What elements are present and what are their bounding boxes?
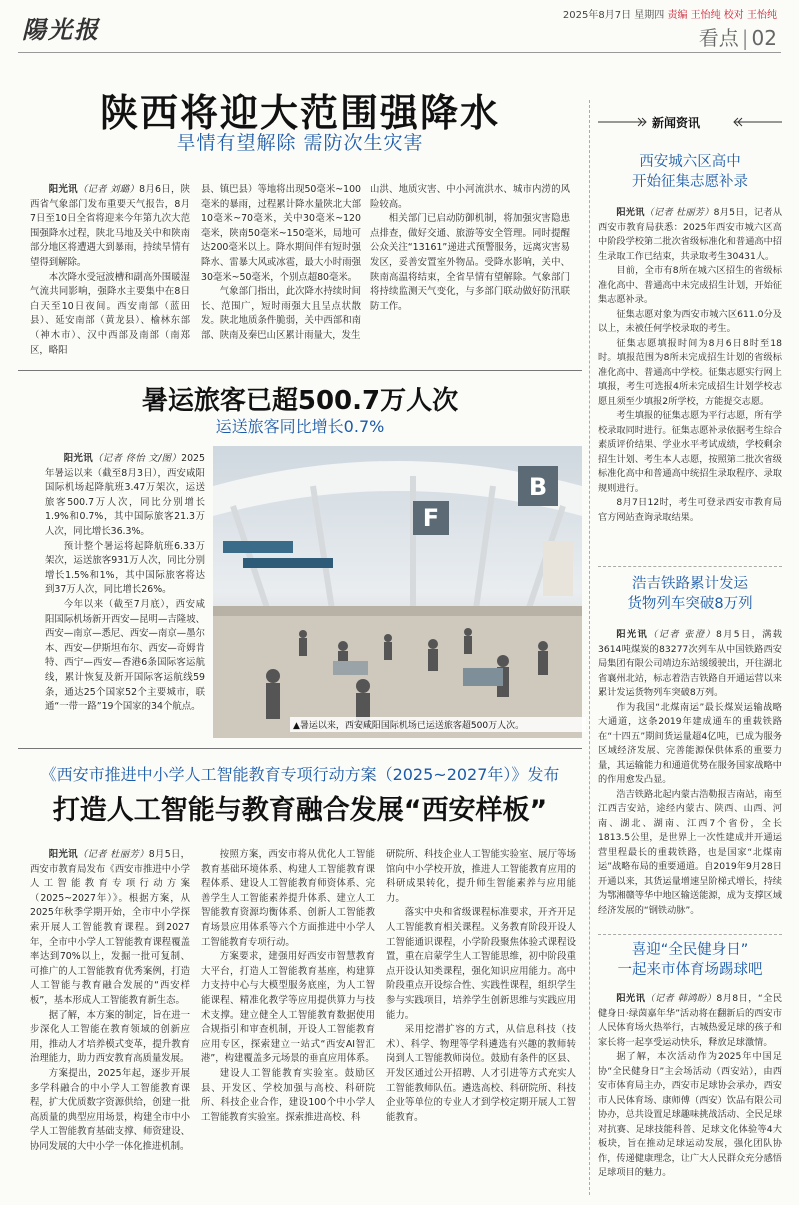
paragraph: 8月5日，满载3614吨煤炭的83277次列车从中国铁路西安局集团有限公司靖边东站缓缓驶出，开往湖北省襄州北站，标志着浩吉铁路自开通运营以来累计发运货物列车突破8万列。 — [598, 629, 782, 698]
section-label: 看点 | 02 — [698, 26, 777, 50]
paragraph: 方案提出，2025年起，逐步开展多学科融合的中小学人工智能教育课程，扩大优质数字资源供给，创建一批高质量的典型应用场景，构建全市中小学人工智能教育基础支撑、师资建设、协同发展的大中小学一体化推进机制。 — [30, 1067, 190, 1152]
article1-subtitle: 旱情有望解除 需防次生灾害 — [176, 132, 424, 154]
paragraph: 县、镇巴县）等地将出现50毫米~100毫米的暴雨，过程累计降水量陕北大部10毫米~70毫米，关中30毫米~120毫米，陕南50毫米~150毫米，局地可达200毫米以上。降水期间伴有短时强降水、雷暴大风或冰雹，最大小时雨强30毫米~50毫米，个别点超80毫米。 — [201, 184, 361, 283]
byline: 阳光讯 — [48, 849, 78, 860]
reporter: （记者 杜丽芳） — [644, 207, 714, 218]
editor-credit: 责编 王怡纯 校对 王怡纯 — [667, 10, 777, 21]
page-number: 02 — [751, 26, 777, 50]
paragraph: 山洪、地质灾害、中小河流洪水、城市内涝的风险较高。 — [370, 184, 570, 210]
sidebar-rule — [598, 934, 782, 935]
reporter: （记者 韩鸿盼） — [645, 993, 717, 1004]
masthead: 陽光报 — [22, 15, 100, 44]
paragraph: 8月8日，“全民健身日·绿茵嘉年华”活动将在翻新后的西安市人民体育场火热举行，古城热爱足球的孩子和家长将一起享受运动快乐，释放足球激情。 — [598, 993, 782, 1048]
header-rule — [18, 52, 781, 53]
paragraph: 相关部门已启动防御机制，将加强灾害隐患点排查，做好交通、旅游等安全管理。同时提醒公众关注“13161”递进式预警服务，远离灾害易发区，妥善安置室外物品。受降水影响，关中、陕南高温将结束，全省旱情有望解除。气象部门将持续监测天气变化，与多部门联动做好防汛联防工作。 — [370, 213, 570, 312]
article3-kicker: 《西安市推进中小学人工智能教育专项行动方案（2025~2027年）》发布 — [40, 765, 560, 784]
news-section-label — [598, 112, 782, 132]
photo-caption: ▲暑运以来，西安咸阳国际机场已运送旅客超500万人次。 — [290, 717, 586, 732]
title-line: 喜迎“全民健身日” — [631, 942, 749, 958]
paragraph: 预计整个暑运将起降航班6.33万架次，运送旅客931万人次，同比分别增长1.5%和1%，其中国际旅客将达到37万人次，同比增长26%。 — [45, 540, 205, 596]
paragraph: 目前，全市有8所在城六区招生的省级标准化高中、普通高中未完成招生计划，开始征集志愿补录。 — [598, 265, 782, 305]
sidebar-story3-title — [598, 940, 782, 980]
paragraph: 征集志愿对象为西安市城六区611.0分及以上，未被任何学校录取的考生。 — [598, 308, 782, 334]
article2-title: 暑运旅客已超500.7万人次 — [141, 386, 459, 416]
section-rule — [18, 748, 582, 749]
airport-terminal-image — [213, 446, 582, 738]
article3-col1 — [30, 848, 190, 1194]
sidebar-story2-title — [598, 574, 782, 614]
paragraph: 今年以来（截至7月底），西安咸阳国际机场新开西安—昆明—吉隆坡、西安—南京—悉尼、西安—南京—墨尔本、西安—伊斯坦布尔、西安—奇姆肯特、西宁—西安—香港6条国际客运航线，累计恢复及新开国际客运航线59条，通达25个国家52个主要城市，联通“一带一路”19个国家的34个航点。 — [45, 598, 205, 713]
sign-letter-b: B — [528, 473, 548, 501]
paragraph: 2025年暑运以来（截至8月3日），西安咸阳国际机场起降航班3.47万架次，运送旅客500.7万人次，同比分别增长1.9%和0.7%，其中国际旅客21.3万人次，同比增长36.3%。 — [45, 453, 205, 537]
paragraph: 按照方案，西安市将从优化人工智能教育基础环境体系、构建人工智能教育课程体系、建设人工智能教育师资体系、完善学生人工智能素养提升体系、建立人工智能教育资源均衡体系、创新人工智能教育场景应用体系等六个方面推进中小学人工智能教育专项行动。 — [201, 849, 375, 948]
date-text: 2025年8月7日 星期四 — [562, 10, 665, 21]
byline: 阳光讯 — [616, 207, 645, 218]
byline: 阳光讯 — [616, 993, 646, 1004]
article1-col2 — [201, 183, 361, 361]
article1-col1 — [30, 183, 190, 361]
paragraph: 8月5日，记者从西安市教育局获悉：2025年西安市城六区高中阶段学校第二批次省级标准化和普通高中招生录取工作已结束，共录取考生30431人。 — [598, 207, 782, 262]
title-line: 开始征集志愿补录 — [632, 174, 748, 190]
paragraph: 气象部门指出，此次降水持续时间长、范围广，短时雨强大且呈点状散发。陕北地质条件脆弱，关中西部和南部、陕南及秦巴山区累计雨量大，发生 — [201, 286, 361, 341]
reporter: （记者 刘璐） — [77, 184, 140, 195]
title-line: 浩吉铁路累计发运 — [632, 576, 748, 592]
paragraph: 建设人工智能教育实验室。鼓励区县、开发区、学校加强与高校、科研院所、科技企业合作，建设100个中小学人工智能教育实验室。探索推进高校、科 — [201, 1067, 375, 1123]
reporter: （记者 杜丽芳） — [77, 849, 149, 860]
sidebar-story1-text — [598, 206, 782, 564]
article2-subtitle: 运送旅客同比增长0.7% — [215, 417, 385, 436]
news-label-text: 新闻资讯 — [652, 116, 701, 130]
sidebar-story3-text — [598, 992, 782, 1198]
paragraph: 征集志愿填报时间为8月6日8时至18时。填报范围为8所未完成招生计划的省级标准化高中、普通高中学校。征集志愿实行网上填报，考生可选报4所未完成招生计划学校志愿且须至少填报2所学校，方能提交志愿。 — [598, 337, 782, 407]
article3-col2 — [201, 848, 375, 1194]
section-name: 看点 — [698, 26, 739, 50]
paragraph: 8月5日，西安市教育局发布《西安市推进中小学人工智能教育专项行动方案（2025~2027年）》。根据方案，从2025年秋季学期开始，全市中小学探索开展人工智能教育课程。到2027年，全市中小学人工智能教育课程覆盖率达到70%以上，发掘一批可复制、可推广的人工智能教育优秀案例，打造人工智能与教育融合发展的“西安样板”，基本形成人工智能教育新生态。 — [30, 849, 190, 1006]
article3-col3 — [386, 848, 576, 1194]
paragraph: 据了解，本方案的制定，旨在进一步深化人工智能在教育领域的创新应用，推动人才培养模式变革，提升教育治理能力，助力西安教育高质量发展。 — [30, 1009, 190, 1065]
sidebar-story2-text — [598, 628, 782, 932]
article1-col3 — [370, 183, 570, 361]
paragraph: 采用挖潜扩容的方式，从信息科技（技术）、科学、物理等学科遴选有兴趣的教师转岗到人工智能教师岗位。鼓励有条件的区县、开发区通过公开招聘、人才引进等方式充实人工智能教师队伍。遴选高校、科研院所、科技企业等单位的专业人才到学校定期开展人工智能教育。 — [386, 1024, 576, 1123]
dateline — [563, 6, 777, 21]
airport-photo — [213, 446, 582, 738]
title-line: 一起来市体育场踢球吧 — [617, 962, 763, 978]
paragraph: 作为我国“北煤南运”最长煤炭运输战略大通道，这条2019年建成通车的重载铁路在“十四五”期间货运量超4亿吨，已成为服务区域经济发展、完善能源保供体系的重要力量，其运输能力和通道优势在服务国家战略中的作用愈发凸显。 — [598, 701, 782, 785]
reporter: （记者 佟怡 文/图） — [93, 453, 182, 464]
sidebar-rule — [598, 566, 782, 567]
paragraph: 本次降水受冠波槽和副高外围暖湿气流共同影响，强降水主要集中在8日白天至10日夜间。西安南部（蓝田县）、延安南部（黄龙县）、榆林东部（神木市）、汉中西部及南部（南郑区，略阳 — [30, 271, 190, 356]
reporter: （记者 张澄） — [648, 629, 716, 640]
paragraph: 8月6日，陕西省气象部门发布重要天气报告，8月7日至10日全省将迎来今年第九次大范围强降水过程，陕北马地及关中和陕南部分地区将遭遇大到暴雨，持续旱情有望得到解除。 — [30, 184, 190, 268]
paragraph: 8月7日12时，考生可登录西安市教育局官方网站查询录取结果。 — [598, 497, 782, 523]
paragraph: 方案要求，建强用好西安市智慧教育大平台，打造人工智能教育基座，构建算力支持中心与大模型服务底座，为人工智能课程、精准化教学等应用提供算力与技术支撑。建立健全人工智能教育数据使用合规指引和审查机制，开设人工智能教育应用专区，探索建立一站式“西安AI智汇港”，构建覆盖多元场景的垂直应用体系。 — [201, 951, 375, 1065]
column-divider — [589, 100, 590, 1195]
article3-title: 打造人工智能与教育融合发展“西安样板” — [52, 795, 548, 826]
title-line: 货物列车突破8万列 — [627, 596, 753, 612]
paragraph: 研院所、科技企业人工智能实验室、展厅等场馆向中小学校开放，推进人工智能教育应用的科研成果转化，提升师生智能素养与应用能力。 — [386, 849, 576, 904]
paragraph: 据了解，本次活动作为2025年中国足协“全民健身日”主会场活动（西安站），由西安市体育局主办，西安市足球协会承办，西安市人民体育场、康师傅（西安）饮品有限公司协办，总共设置足球趣味挑战活动、全民足球对抗赛、足球技能科普、足球文化体验等4大板块，旨在推动足球运动发展，强化团队协作，传递健康理念，让广大人民群众充分感悟足球项目的魅力。 — [598, 1051, 782, 1178]
article1-title: 陕西将迎大范围强降水 — [99, 91, 500, 135]
sidebar-story1-title — [598, 152, 782, 192]
title-line: 西安城六区高中 — [639, 154, 741, 170]
paragraph: 考生填报的征集志愿为平行志愿，所有学校录取同时进行。征集志愿补录依据考生综合素质评价结果、学业水平考试成绩，学校剩余招生计划、考生本人志愿，按照第二批次省级标准化高中和普通高中统招生录取程序、录取规则进行。 — [598, 410, 782, 494]
byline: 阳光讯 — [48, 184, 78, 195]
section-rule — [18, 370, 582, 371]
byline: 阳光讯 — [63, 453, 94, 464]
byline: 阳光讯 — [616, 629, 649, 640]
paragraph: 落实中央和省级课程标准要求，开齐开足人工智能教育相关课程。义务教育阶段开设人工智能通识课程，小学阶段聚焦体验式课程设置，重在启蒙学生人工智能思维，初中阶段重点开设认知类课程，强化知识应用能力。高中阶段重点开设综合性、实践性课程，组织学生参与实践项目，培养学生创新思维与实践应用能力。 — [386, 907, 576, 1021]
sign-letter-f: F — [422, 504, 440, 532]
article2-text — [45, 452, 205, 738]
paragraph: 浩吉铁路北起内蒙古浩勒报吉南站，南至江西吉安站，途经内蒙古、陕西、山西、河南、湖北、湖南、江西7个省份，全长1813.5公里，是世界上一次性建成并开通运营里程最长的重载铁路，也是国家“北煤南运”战略布局的重要通道。自2019年9月28日开通以来，其货运量增速呈阶梯式增长，持续为鄂湘赣等华中地区输送能源，成为支撑区域经济发展的“钢铁动脉”。 — [598, 788, 782, 916]
